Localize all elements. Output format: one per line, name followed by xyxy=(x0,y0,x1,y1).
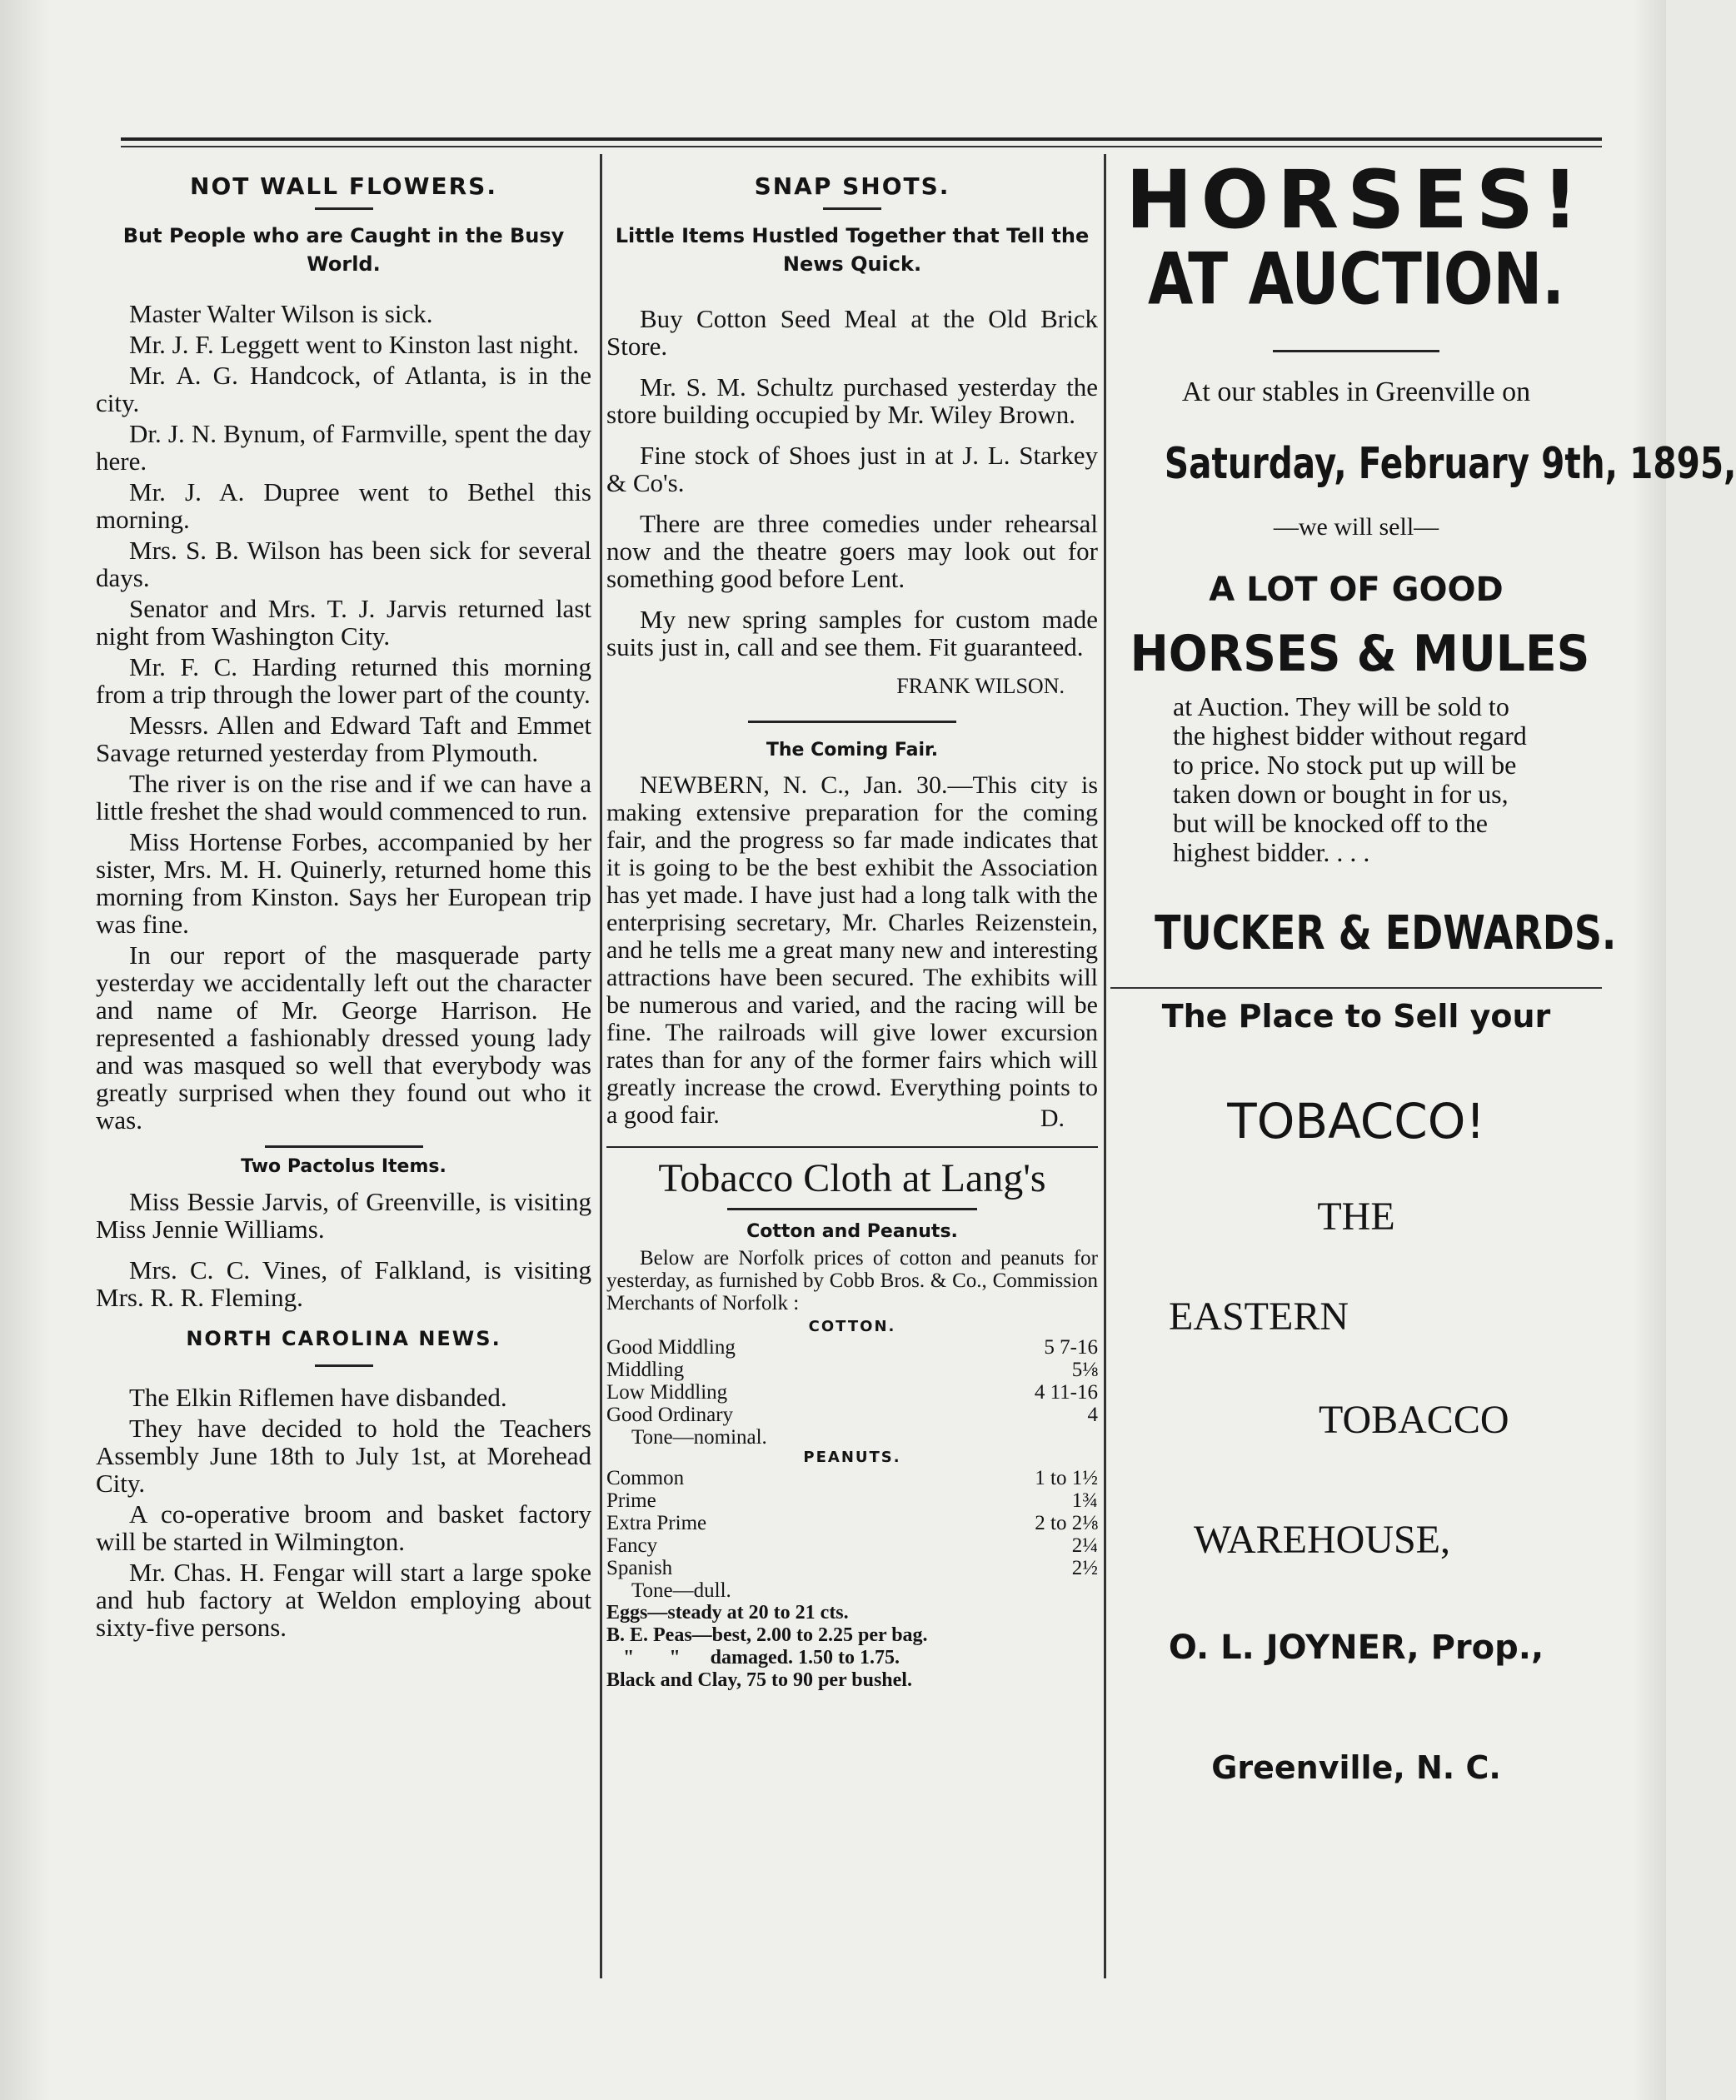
divider xyxy=(727,1208,977,1210)
divider xyxy=(315,1364,373,1367)
news-item: Mr. Chas. H. Fengar will start a large spoke and hub factory at Weldon employing about sixty-five persons. xyxy=(96,1558,591,1642)
warehouse-tobacco: TOBACCO xyxy=(1319,1398,1509,1442)
commodity-price: 4 xyxy=(1087,1404,1098,1426)
commodity-name: Extra Prime xyxy=(606,1512,707,1534)
news-item: There are three comedies under rehearsal now and the theatre goers may look out for something good before Lent. xyxy=(606,509,1098,593)
news-item: Fine stock of Shoes just in at J. L. Starkey & Co's. xyxy=(606,441,1098,497)
news-items xyxy=(96,300,591,1134)
warehouse-the: THE xyxy=(1317,1195,1395,1239)
peanuts-label: PEANUTS. xyxy=(803,1449,901,1466)
auction-title: AT AUCTION. xyxy=(1148,238,1564,322)
commodity-name: Low Middling xyxy=(606,1381,728,1404)
price-row xyxy=(606,1359,1098,1381)
auction-terms: at Auction. They will be sold to the highest bidder without regard to price. No stock put up will be taken down or bought in for us, but will be knocked off to the highest bidder. . . . xyxy=(1173,691,1527,867)
section-heading: NORTH CAROLINA NEWS. xyxy=(186,1327,501,1350)
news-items xyxy=(606,305,1098,661)
news-item: A co-operative broom and basket factory will be started in Wilmington. xyxy=(96,1499,591,1556)
subsection-heading: Cotton and Peanuts. xyxy=(746,1221,958,1242)
tobacco-headline: TOBACCO! xyxy=(1227,1093,1485,1150)
pactolus-items xyxy=(96,1188,591,1311)
price-row xyxy=(606,1489,1098,1512)
top-rule-thin xyxy=(121,146,1602,147)
market-intro: Below are Norfolk prices of cotton and peanuts for yesterday, as furnished by Cobb Bros. & Co., Commission Merchants of Norfolk : xyxy=(606,1247,1098,1314)
news-item: Mr. J. A. Dupree went to Bethel this morning. xyxy=(96,477,591,534)
horses-mules: HORSES & MULES xyxy=(1130,625,1590,683)
commodity-name: Spanish xyxy=(606,1557,673,1579)
news-item: Miss Hortense Forbes, accompanied by her sister, Mrs. M. H. Quinerly, returned home this morning from Kinston. Says her European trip was fine. xyxy=(96,827,591,939)
commodity-price: 5 7-16 xyxy=(1044,1336,1098,1359)
news-item: Senator and Mrs. T. J. Jarvis returned last night from Washington City. xyxy=(96,594,591,651)
fair-article: NEWBERN, N. C., Jan. 30.—This city is making extensive preparation for the coming fair, and the progress so far made indicates that it is going to be the best exhibit the Association has yet made. I have just had a long talk with the enterprising secretary, Mr. Charles Reizenstein, and he tells me a great many new and interesting attractions have been secured. The exhibits will be numerous and varied, and the racing will be fine. The railroads will give lower excursion rates than for any of the former fairs which will greatly increase the crowd. Everything points to a good fair. xyxy=(606,771,1098,1129)
commodity-name: Good Ordinary xyxy=(606,1404,734,1426)
cotton-tone: Tone—nominal. xyxy=(631,1426,767,1449)
price-row xyxy=(606,1534,1098,1557)
price-row xyxy=(606,1557,1098,1579)
warehouse-name: WAREHOUSE, xyxy=(1194,1518,1450,1562)
column-divider xyxy=(600,154,602,1978)
ornament-rule xyxy=(1273,350,1439,352)
article-signature: D. xyxy=(1040,1105,1065,1132)
warehouse-city: Greenville, N. C. xyxy=(1211,1749,1501,1786)
column-advertisements xyxy=(1110,153,1736,1788)
news-item: Mr. A. G. Handcock, of Atlanta, is in the city. xyxy=(96,361,591,417)
news-item: The Elkin Riflemen have disbanded. xyxy=(129,1383,507,1412)
cotton-prices xyxy=(606,1336,1098,1426)
will-sell: —we will sell— xyxy=(1273,513,1439,541)
news-item: Miss Bessie Jarvis, of Greenville, is visiting Miss Jennie Williams. xyxy=(96,1187,591,1244)
auction-date: Saturday, February 9th, 1895, xyxy=(1164,439,1736,489)
column-snap-shots xyxy=(606,171,1098,1692)
commodity-price: 1¾ xyxy=(1071,1489,1098,1512)
section-subheading: Little Items Hustled Together that Tell the News Quick. xyxy=(615,224,1090,276)
price-row xyxy=(606,1404,1098,1426)
section-subheading: But People who are Caught in the Busy World. xyxy=(122,224,565,276)
news-item: Master Walter Wilson is sick. xyxy=(129,299,433,328)
commodity-name: Prime xyxy=(606,1489,656,1512)
commodity-price: 2 to 2⅛ xyxy=(1035,1512,1098,1534)
cotton-label: COTTON. xyxy=(808,1318,896,1335)
price-row xyxy=(606,1512,1098,1534)
top-rule xyxy=(121,137,1602,141)
divider xyxy=(823,207,881,210)
signature: FRANK WILSON. xyxy=(896,674,1065,698)
warehouse-eastern: EASTERN xyxy=(1169,1294,1349,1339)
commodity-price: 5⅛ xyxy=(1071,1359,1098,1381)
section-heading: NOT WALL FLOWERS. xyxy=(190,172,497,200)
news-item: Mrs. S. B. Wilson has been sick for several days. xyxy=(96,536,591,592)
news-item: My new spring samples for custom made suits just in, call and see them. Fit guaranteed. xyxy=(606,605,1098,661)
news-item: Messrs. Allen and Edward Taft and Emmet Savage returned yesterday from Plymouth. xyxy=(96,711,591,767)
eggs-price: Eggs—steady at 20 to 21 cts. xyxy=(606,1602,849,1624)
commodity-price: 2¼ xyxy=(1071,1534,1098,1557)
news-item: Mr. J. F. Leggett went to Kinston last night. xyxy=(129,330,580,359)
commodity-name: Middling xyxy=(606,1359,685,1381)
peas-damaged-price: " " damaged. 1.50 to 1.75. xyxy=(623,1647,900,1669)
news-item: Dr. J. N. Bynum, of Farmville, spent the day here. xyxy=(96,419,591,476)
nc-news-items xyxy=(96,1384,591,1641)
commodity-name: Fancy xyxy=(606,1534,658,1557)
peanut-prices xyxy=(606,1467,1098,1579)
commodity-name: Good Middling xyxy=(606,1336,736,1359)
ad-divider xyxy=(1110,987,1602,989)
price-row xyxy=(606,1336,1098,1359)
peanuts-tone: Tone—dull. xyxy=(631,1579,731,1602)
firm-name: TUCKER & EDWARDS. xyxy=(1155,906,1617,960)
subsection-heading: The Coming Fair. xyxy=(766,740,939,761)
horses-title: HORSES! xyxy=(1125,153,1587,247)
price-row xyxy=(606,1467,1098,1489)
proprietor: O. L. JOYNER, Prop., xyxy=(1168,1629,1544,1667)
commodity-name: Common xyxy=(606,1467,685,1489)
place-to-sell: The Place to Sell your xyxy=(1161,998,1551,1035)
news-item: Buy Cotton Seed Meal at the Old Brick Store. xyxy=(606,304,1098,361)
subsection-heading: Two Pactolus Items. xyxy=(241,1156,446,1177)
black-clay-price: Black and Clay, 75 to 90 per bushel. xyxy=(606,1669,912,1691)
news-item: Mr. S. M. Schultz purchased yesterday the store building occupied by Mr. Wiley Brown. xyxy=(606,372,1098,429)
langs-advertisement: Tobacco Cloth at Lang's xyxy=(658,1156,1046,1200)
lot-line: A LOT OF GOOD xyxy=(1209,571,1504,609)
commodity-price: 4 11-16 xyxy=(1034,1381,1098,1404)
column-divider xyxy=(1104,154,1106,1978)
news-item: Mr. F. C. Harding returned this morning from a trip through the lower part of the county. xyxy=(96,652,591,709)
peas-best-price: B. E. Peas—best, 2.00 to 2.25 per bag. xyxy=(606,1624,928,1646)
news-item: In our report of the masquerade party yesterday we accidentally left out the character and name of Mr. George Harrison. He represented a fashionably dressed young lady and was masqued so well that everybody was greatly surprised when they found out who it was. xyxy=(96,940,591,1135)
divider xyxy=(265,1145,423,1148)
commodity-price: 2½ xyxy=(1071,1557,1098,1579)
divider xyxy=(748,721,956,723)
news-item: They have decided to hold the Teachers Assembly June 18th to July 1st, at Morehead City. xyxy=(96,1414,591,1498)
price-row xyxy=(606,1381,1098,1404)
divider xyxy=(315,207,373,210)
news-item: Mrs. C. C. Vines, of Falkland, is visiting Mrs. R. R. Fleming. xyxy=(96,1255,591,1312)
news-item: The river is on the rise and if we can have a little freshet the shad would commenced to run. xyxy=(96,769,591,826)
auction-location: At our stables in Greenville on xyxy=(1181,377,1531,407)
divider xyxy=(606,1146,1098,1148)
section-heading: SNAP SHOTS. xyxy=(754,172,950,200)
commodity-price: 1 to 1½ xyxy=(1035,1467,1098,1489)
column-local-news xyxy=(96,171,591,1644)
